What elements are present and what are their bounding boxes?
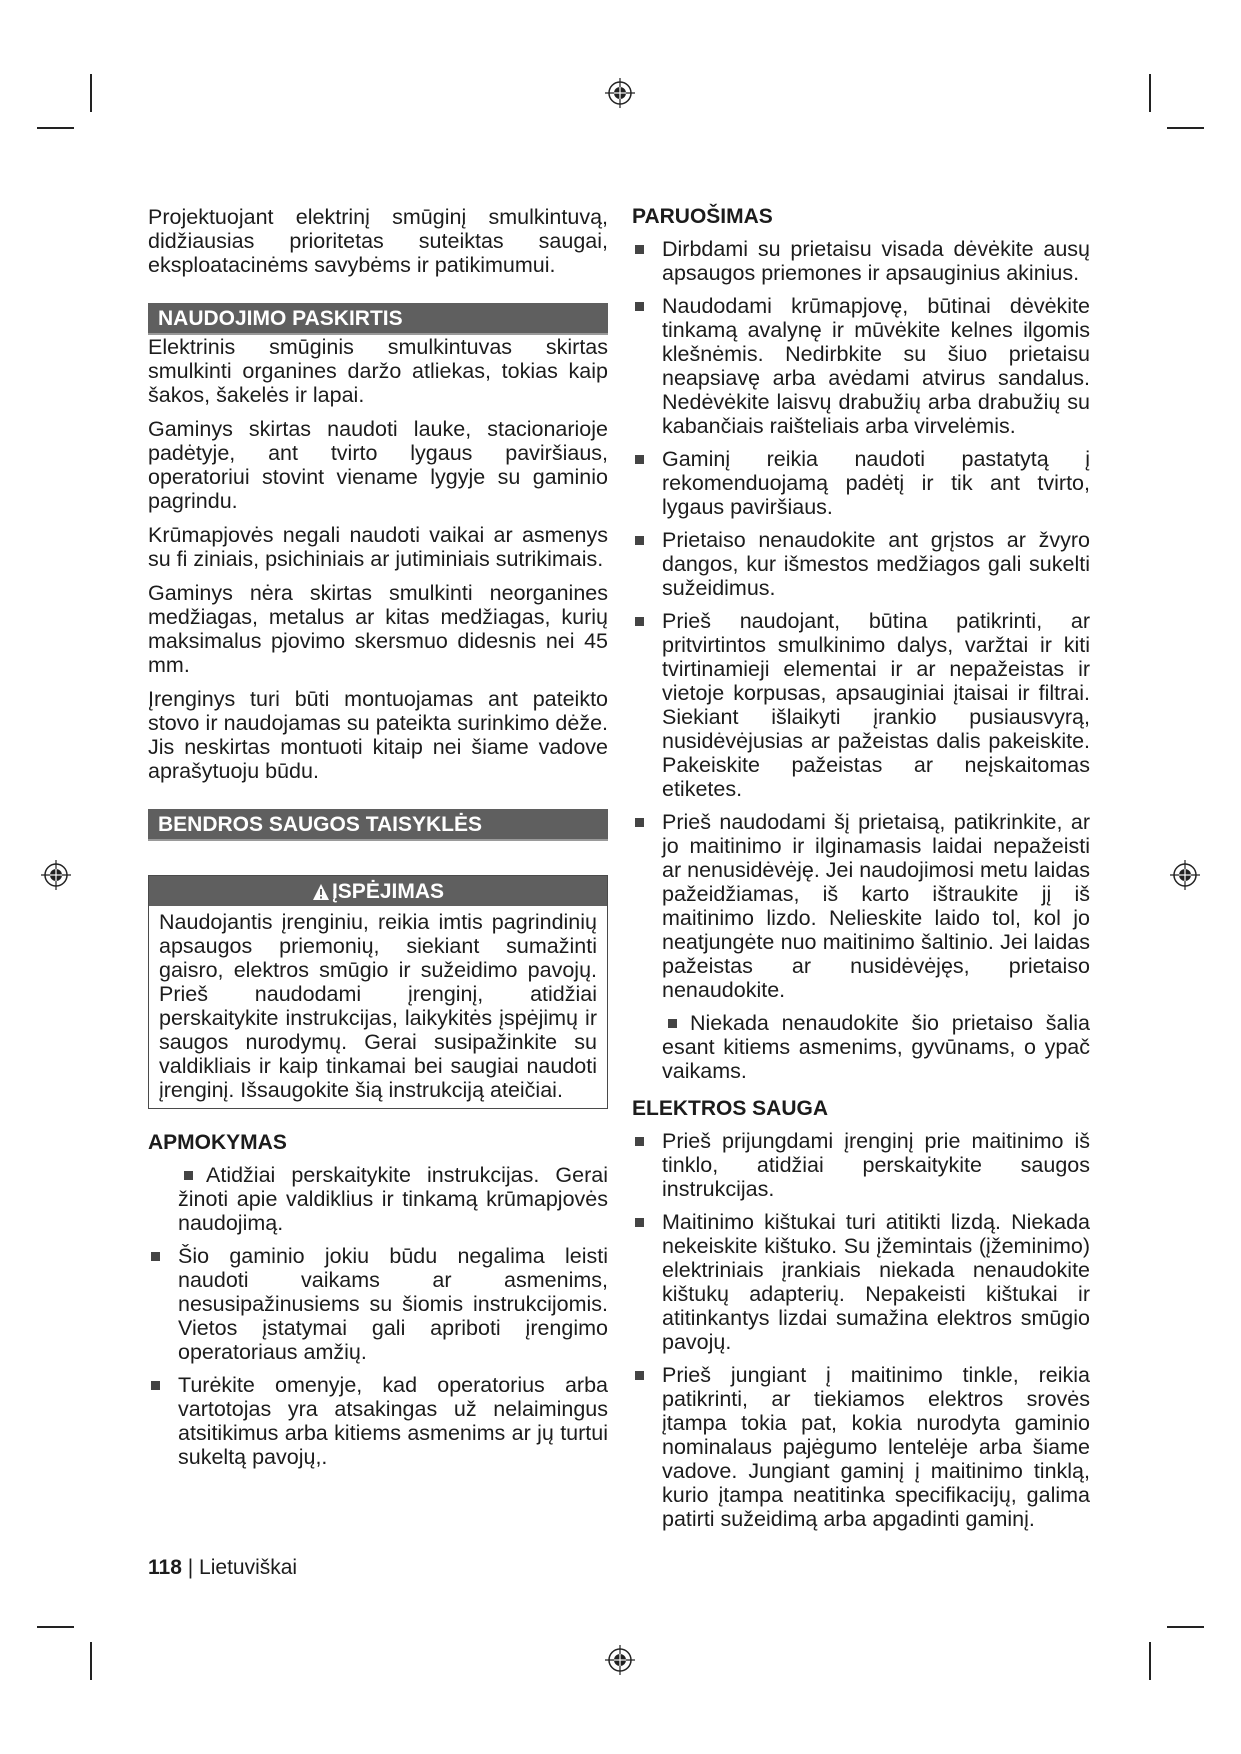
page-footer	[148, 1556, 297, 1580]
square-bullet-icon	[635, 818, 644, 827]
left-column	[148, 205, 608, 1478]
page-number: 118	[148, 1556, 182, 1579]
registration-mark-icon	[1170, 860, 1200, 890]
warning-title: ĮSPĖJIMAS	[331, 880, 445, 903]
purpose-paragraph: Įrenginys turi būti montuojamas ant pateikto stovo ir naudojamas su pateikta surinkimo dėže. Jis neskirtas montuoti kitaip nei šiame vadove aprašytuoju būdu.	[148, 687, 608, 783]
list-item: Prieš naudojant, būtina patikrinti, ar pritvirtintos smulkinimo dalys, varžtai ir kiti tvirtinamieji elementai ir ar nepažeistas ir vietoje korpusas, apsauginiai įtaisai ir filtrai. Siekiant išlaikyti įrankio pusiausvyrą, nusidėvėjusias ar pažeistas dalis pakeiskite. Pakeiskite pažeistas ar neįskaitomas etiketes.	[632, 609, 1090, 801]
square-bullet-icon	[151, 1381, 160, 1390]
square-bullet-icon	[635, 1218, 644, 1227]
crop-mark	[1167, 127, 1204, 129]
preparation-list	[632, 237, 1090, 1083]
intro-paragraph: Projektuojant elektrinį smūginį smulkintuvą, didžiausias prioritetas suteiktas saugai, eksploatacinėms savybėms ir patikimumui.	[148, 205, 608, 277]
list-item: Prieš jungiant į maitinimo tinkle, reikia patikrinti, ar tiekiamos elektros srovės įtampa tokia pat, kokia nurodyta gaminio nominalaus pajėgumo lentelėje arba šiame vadove. Jungiant gaminį į maitinimo tinklą, kurio įtampa neatitinka specifikacijų, galima patirti sužeidimą arba apgadinti gaminį.	[632, 1363, 1090, 1531]
warning-text: Naudojantis įrenginiu, reikia imtis pagrindinių apsaugos priemonių, siekiant sumažinti gaisro, elektros smūgio ir sužeidimo pavojų. Prieš naudodami įrenginį, atidžiai perskaitykite instrukcijas, laikykitės įspėjimų ir saugos nurodymų. Gerai susipažinkite su valdikliais ir kaip tinkamai bei saugiai naudoti įrenginį. Išsaugokite šią instrukciją ateičiai.	[159, 910, 597, 1102]
right-column	[632, 205, 1090, 1540]
electrical-safety-list	[632, 1129, 1090, 1531]
section-heading-preparation: PARUOŠIMAS	[632, 205, 773, 228]
registration-mark-icon	[41, 860, 71, 890]
list-item: Dirbdami su prietaisu visada dėvėkite ausų apsaugos priemones ir apsauginius akinius.	[632, 237, 1090, 285]
crop-mark	[90, 74, 92, 112]
square-bullet-icon	[184, 1171, 193, 1180]
crop-mark	[1149, 74, 1151, 112]
warning-triangle-icon	[312, 883, 330, 901]
footer-separator: |	[187, 1556, 194, 1579]
footer-language: Lietuviškai	[199, 1556, 298, 1579]
list-item: Atidžiai perskaitykite instrukcijas. Gerai žinoti apie valdiklius ir tinkamą krūmapjovės naudojimą.	[178, 1163, 608, 1235]
crop-mark	[1167, 1626, 1204, 1628]
crop-mark	[1149, 1642, 1151, 1680]
list-item: Gaminį reikia naudoti pastatytą į rekomenduojamą padėtį ir tik ant tvirto, lygaus paviršiaus.	[632, 447, 1090, 519]
section-heading-training: APMOKYMAS	[148, 1131, 287, 1154]
training-list	[148, 1163, 608, 1469]
crop-mark	[37, 127, 74, 129]
purpose-paragraph: Krūmapjovės negali naudoti vaikai ar asmenys su fi ziniais, psichiniais ar jutiminiais sutrikimais.	[148, 523, 608, 571]
square-bullet-icon	[635, 455, 644, 464]
section-heading-electrical-safety: ELEKTROS SAUGA	[632, 1097, 829, 1120]
square-bullet-icon	[635, 1371, 644, 1380]
warning-header	[149, 876, 607, 906]
warning-box	[148, 875, 608, 1109]
section-header-purpose: NAUDOJIMO PASKIRTIS	[148, 303, 608, 335]
registration-mark-icon	[605, 1645, 635, 1675]
crop-mark	[37, 1626, 74, 1628]
section-header-general-safety: BENDROS SAUGOS TAISYKLĖS	[148, 809, 608, 841]
registration-mark-icon	[605, 78, 635, 108]
crop-mark	[90, 1642, 92, 1680]
list-item: Turėkite omenyje, kad operatorius arba vartotojas yra atsakingas už nelaimingus atsitikimus arba kitiems asmenims ar jų turtui sukeltą pavojų,.	[148, 1373, 608, 1469]
list-item: Maitinimo kištukai turi atitikti lizdą. Niekada nekeiskite kištuko. Su įžemintais (įžeminimo) elektriniais įrankiais niekada nenaudokite kištukų adapterių. Nepakeisti kištukai ir atitinkantys lizdai sumažina elektros smūgio pavojų.	[632, 1210, 1090, 1354]
square-bullet-icon	[635, 302, 644, 311]
square-bullet-icon	[635, 617, 644, 626]
square-bullet-icon	[635, 536, 644, 545]
square-bullet-icon	[151, 1252, 160, 1261]
list-item: Prieš prijungdami įrenginį prie maitinimo iš tinklo, atidžiai perskaitykite saugos instrukcijas.	[632, 1129, 1090, 1201]
list-item: Naudodami krūmapjovę, būtinai dėvėkite tinkamą avalynę ir mūvėkite kelnes ilgomis klešnėmis. Nedirbkite su šiuo prietaisu neapsiavę arba avėdami atvirus sandalus. Nedėvėkite laisvų drabužių arba drabužių su kabančiais raišteliais arba virvelėmis.	[632, 294, 1090, 438]
square-bullet-icon	[668, 1019, 677, 1028]
purpose-paragraph: Gaminys skirtas naudoti lauke, stacionarioje padėtyje, ant tvirto lygaus paviršiaus, operatoriui stovint viename lygyje su gaminio pagrindu.	[148, 417, 608, 513]
list-item: Niekada nenaudokite šio prietaiso šalia esant kitiems asmenims, gyvūnams, o ypač vaikams.	[662, 1011, 1090, 1083]
square-bullet-icon	[635, 1137, 644, 1146]
list-item: Prieš naudodami šį prietaisą, patikrinkite, ar jo maitinimo ir ilginamasis laidai nepažeisti ar nenusidėvėję. Jei naudojimosi metu laidas pažeidžiamas, iš karto ištraukite jį iš maitinimo lizdo. Nelieskite laido tol, kol jo neatjungėte nuo maitinimo šaltinio. Jei laidas pažeistas ar nusidėvėjęs, prietaiso nenaudokite.	[632, 810, 1090, 1002]
square-bullet-icon	[635, 245, 644, 254]
list-item: Šio gaminio jokiu būdu negalima leisti naudoti vaikams ar asmenims, nesusipažinusiems su šiomis instrukcijomis. Vietos įstatymai gali apriboti įrengimo operatoriaus amžių.	[148, 1244, 608, 1364]
list-item: Prietaiso nenaudokite ant grįstos ar žvyro dangos, kur išmestos medžiagos gali sukelti sužeidimus.	[632, 528, 1090, 600]
purpose-paragraph: Elektrinis smūginis smulkintuvas skirtas smulkinti organines daržo atliekas, tokias kaip šakos, šakelės ir lapai.	[148, 335, 608, 407]
purpose-paragraph: Gaminys nėra skirtas smulkinti neorganines medžiagas, metalus ar kitas medžiagas, kurių maksimalus pjovimo skersmuo didesnis nei 45 mm.	[148, 581, 608, 677]
